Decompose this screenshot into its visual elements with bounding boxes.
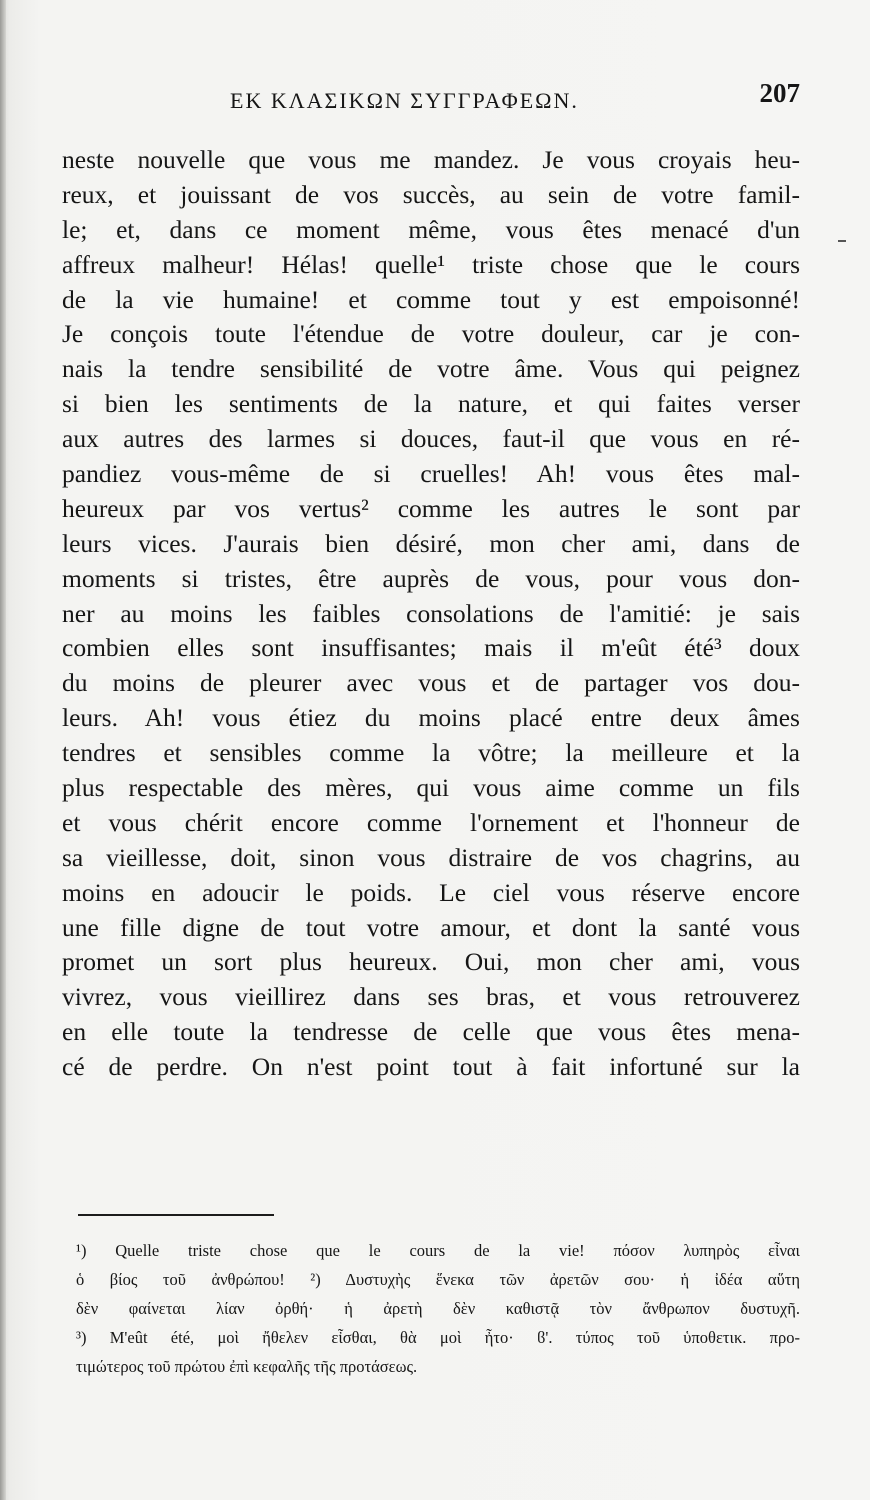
- body-line: de la vie humaine! et comme tout y est empoisonné!: [62, 284, 800, 314]
- page-binding-edge: [0, 0, 6, 1500]
- body-line: vivrez, vous vieillirez dans ses bras, et vous retrouverez: [62, 982, 800, 1012]
- body-line: aux autres des larmes si douces, faut-il que vous en ré-: [62, 424, 800, 454]
- body-line: leurs vices. J'aurais bien désiré, mon cher ami, dans de: [62, 528, 800, 558]
- page-header: [60, 78, 800, 118]
- body-line: heureux par vos vertus² comme les autres le sont par: [62, 493, 800, 523]
- body-line: nais la tendre sensibilité de votre âme. Vous qui peignez: [62, 354, 800, 384]
- body-line: pandiez vous-même de si cruelles! Ah! vous êtes mal-: [62, 459, 800, 489]
- body-line: le; et, dans ce moment même, vous êtes menacé d'un: [62, 214, 800, 244]
- footnotes: [76, 1236, 800, 1381]
- margin-mark: [838, 240, 846, 242]
- body-line: affreux malheur! Hélas! quelle¹ triste chose que le cours: [62, 249, 800, 279]
- body-line: si bien les sentiments de la nature, et qui faites verser: [62, 389, 800, 419]
- footnote-line: δὲν φαίνεται λίαν ὀρθή· ἡ ἀρετὴ δὲν καθιστᾷ τὸν ἄνθρωπον δυστυχῆ.: [76, 1299, 800, 1318]
- body-line: leurs. Ah! vous étiez du moins placé entre deux âmes: [62, 703, 800, 733]
- body-line: neste nouvelle que vous me mandez. Je vous croyais heu-: [62, 145, 800, 174]
- footnote-line: ³) M'eût été, μοὶ ἤθελεν εἶσθαι, θὰ μοὶ ἦτο· ϐ'. τύπος τοῦ ὑποθετικ. προ-: [76, 1328, 800, 1347]
- body-line: plus respectable des mères, qui vous aime comme un fils: [62, 773, 800, 803]
- body-line: et vous chérit encore comme l'ornement et l'honneur de: [62, 807, 800, 837]
- body-line: cé de perdre. On n'est point tout à fait infortuné sur la: [62, 1052, 800, 1082]
- footnote-line: ὁ βίος τοῦ ἀνθρώπου! ²) Δυστυχὴς ἕνεκα τῶν ἀρετῶν σου· ἡ ἰδέα αὕτη: [76, 1270, 800, 1289]
- body-line: sa vieillesse, doit, sinon vous distraire de vos chagrins, au: [62, 842, 800, 872]
- body-line: tendres et sensibles comme la vôtre; la meilleure et la: [62, 738, 800, 768]
- footnote-divider: [78, 1214, 274, 1216]
- page-number: 207: [759, 78, 800, 108]
- body-text: [62, 143, 800, 1085]
- body-line: du moins de pleurer avec vous et de partager vos dou-: [62, 668, 800, 698]
- body-line: moins en adoucir le poids. Le ciel vous réserve encore: [62, 877, 800, 907]
- running-head: ΕΚ ΚΛΑΣΙΚΩΝ ΣΥΓΓΡΑΦΕΩΝ.: [230, 88, 579, 113]
- footnote-line: ¹) Quelle triste chose que le cours de la vie! πόσον λυπηρὸς εἶναι: [76, 1241, 800, 1260]
- body-line: combien elles sont insuffisantes; mais il m'eût été³ doux: [62, 633, 800, 663]
- body-line: en elle toute la tendresse de celle que vous êtes mena-: [62, 1017, 800, 1047]
- body-line: reux, et jouissant de vos succès, au sein de votre famil-: [62, 179, 800, 209]
- body-line: ner au moins les faibles consolations de l'amitié: je sais: [62, 598, 800, 628]
- body-line: promet un sort plus heureux. Oui, mon cher ami, vous: [62, 947, 800, 977]
- body-line: une fille digne de tout votre amour, et dont la santé vous: [62, 912, 800, 942]
- footnote-line: τιμώτερος τοῦ πρώτου ἐπὶ κεφαλῆς τῆς προτάσεως.: [76, 1357, 418, 1376]
- body-line: moments si tristes, être auprès de vous, pour vous don-: [62, 563, 800, 593]
- body-line: Je conçois toute l'étendue de votre douleur, car je con-: [62, 319, 800, 349]
